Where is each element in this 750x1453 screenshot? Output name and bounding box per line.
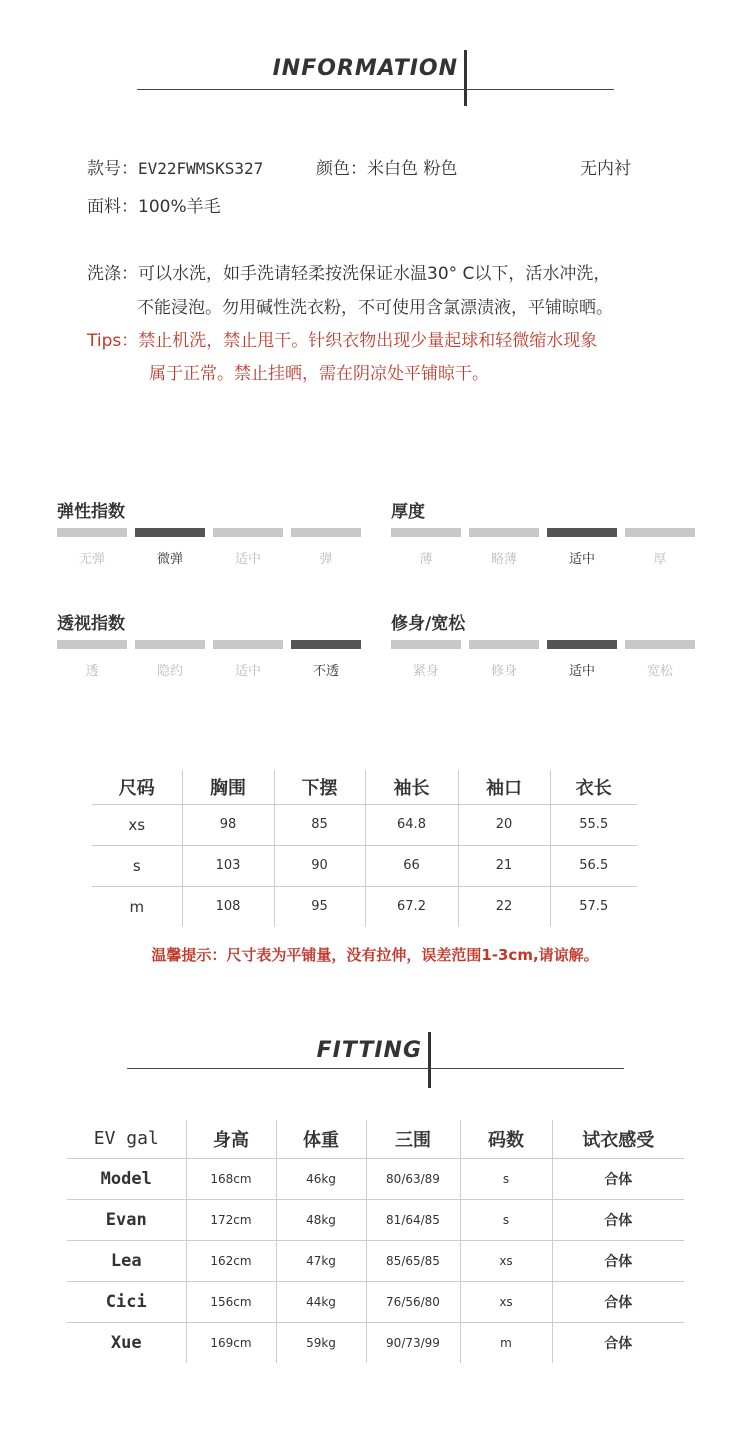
scale-segment <box>213 528 283 537</box>
table-row <box>92 845 637 886</box>
table-cell: xs <box>460 1281 552 1322</box>
table-cell: s <box>460 1158 552 1199</box>
fabric-value: 100%羊毛 <box>138 197 221 217</box>
table-cell: 98 <box>182 804 274 845</box>
table-cell: 合体 <box>552 1240 684 1281</box>
table-cell: m <box>460 1322 552 1363</box>
size-table-header <box>92 770 637 804</box>
table-cell: 21 <box>458 845 550 886</box>
model-name: Xue <box>110 1332 142 1353</box>
table-cell: 合体 <box>552 1158 684 1199</box>
information-title: INFORMATION <box>272 56 458 81</box>
table-cell: 85/65/85 <box>366 1240 460 1281</box>
header-cell: 码数 <box>460 1120 552 1158</box>
model-name: Model <box>100 1168 152 1189</box>
table-row <box>67 1240 684 1281</box>
table-cell: s <box>460 1199 552 1240</box>
header-cell: 衣长 <box>550 770 637 804</box>
table-cell: 85 <box>274 804 365 845</box>
scale-option: 厚 <box>653 552 667 567</box>
scale-segment <box>469 528 539 537</box>
scale-option: 薄 <box>419 552 433 567</box>
scale-option: 适中 <box>234 552 261 567</box>
scale-option: 适中 <box>568 552 595 567</box>
scale-segment <box>625 528 695 537</box>
style-number-line <box>87 154 263 179</box>
scale-label: 弹性指数 <box>57 502 125 522</box>
table-cell: 108 <box>182 886 274 927</box>
scale-segment <box>391 640 461 649</box>
table-cell: 64.8 <box>365 804 458 845</box>
scale-option: 不透 <box>312 664 339 679</box>
table-row <box>67 1322 684 1363</box>
wash-text-2: 不能浸泡。勿用碱性洗衣粉，不可使用含氯漂渍液，平铺晾晒。 <box>137 298 613 318</box>
scale-segment <box>57 640 127 649</box>
table-cell: 162cm <box>186 1240 276 1281</box>
title-bar <box>428 1032 431 1088</box>
fabric-line <box>87 192 221 217</box>
scale-segment <box>135 528 205 537</box>
scale-option: 透 <box>85 664 99 679</box>
scale-option: 紧身 <box>412 664 439 679</box>
model-name: Cici <box>105 1291 147 1312</box>
header-cell: 身高 <box>186 1120 276 1158</box>
color-label: 颜色： <box>316 159 367 179</box>
fabric-label: 面料： <box>87 197 138 217</box>
wash-line-1 <box>87 259 610 284</box>
scale-option: 适中 <box>234 664 261 679</box>
table-cell: 合体 <box>552 1281 684 1322</box>
scale-segment <box>291 640 361 649</box>
table-cell: 76/56/80 <box>366 1281 460 1322</box>
header-cell: 袖口 <box>458 770 550 804</box>
wash-label: 洗涤： <box>87 264 138 284</box>
table-cell: 合体 <box>552 1199 684 1240</box>
header-cell: 下摆 <box>274 770 365 804</box>
size-cell: s <box>132 856 141 875</box>
scale-option: 宽松 <box>646 664 673 679</box>
fitting-title: FITTING <box>316 1038 422 1063</box>
information-header <box>0 48 750 108</box>
title-rule <box>137 89 614 90</box>
table-cell: 90/73/99 <box>366 1322 460 1363</box>
table-cell: 56.5 <box>550 845 637 886</box>
lining-text: 无内衬 <box>580 159 631 179</box>
table-cell: 81/64/85 <box>366 1199 460 1240</box>
fitting-table-header <box>67 1120 684 1158</box>
table-row <box>67 1199 684 1240</box>
header-cell: 体重 <box>276 1120 366 1158</box>
scale-option: 微弹 <box>156 552 183 567</box>
size-notice: 温馨提示：尺寸表为平铺量，没有拉伸，误差范围1-3cm,请谅解。 <box>151 946 599 964</box>
table-cell: 95 <box>274 886 365 927</box>
table-cell: 47kg <box>276 1240 366 1281</box>
scale-label: 厚度 <box>391 502 425 522</box>
table-row <box>92 804 637 845</box>
table-cell: 46kg <box>276 1158 366 1199</box>
scale-segment <box>547 640 617 649</box>
table-cell: 57.5 <box>550 886 637 927</box>
table-cell: 44kg <box>276 1281 366 1322</box>
table-cell: 67.2 <box>365 886 458 927</box>
fitting-table <box>67 1120 684 1363</box>
model-name: Evan <box>105 1209 147 1230</box>
color-value: 米白色 粉色 <box>367 159 458 179</box>
tips-line-1 <box>87 326 597 351</box>
table-cell: 55.5 <box>550 804 637 845</box>
scale-option: 修身 <box>490 664 517 679</box>
table-cell: 156cm <box>186 1281 276 1322</box>
scale-segment <box>625 640 695 649</box>
scale-option: 隐约 <box>156 664 183 679</box>
table-cell: 59kg <box>276 1322 366 1363</box>
size-cell: xs <box>128 815 146 834</box>
scale-label: 修身/宽松 <box>391 614 466 634</box>
scale-segment <box>291 528 361 537</box>
table-cell: 172cm <box>186 1199 276 1240</box>
table-row <box>92 886 637 927</box>
table-cell: 169cm <box>186 1322 276 1363</box>
header-cell: EV gal <box>93 1128 159 1150</box>
table-cell: 103 <box>182 845 274 886</box>
tips-text-1: 禁止机洗，禁止甩干。针织衣物出现少量起球和轻微缩水现象 <box>138 331 598 351</box>
scale-segment <box>135 640 205 649</box>
size-cell: m <box>129 897 145 916</box>
scale-segment <box>391 528 461 537</box>
scale-option: 略薄 <box>490 552 517 567</box>
scale-segment <box>57 528 127 537</box>
table-cell: 48kg <box>276 1199 366 1240</box>
table-cell: 66 <box>365 845 458 886</box>
scale-segment <box>547 528 617 537</box>
table-cell: 168cm <box>186 1158 276 1199</box>
wash-text-1: 可以水洗，如手洗请轻柔按洗保证水温30° C以下，活水冲洗， <box>138 264 611 284</box>
table-cell: 20 <box>458 804 550 845</box>
scale-segment <box>213 640 283 649</box>
header-cell: 尺码 <box>118 777 155 799</box>
scale-segment <box>469 640 539 649</box>
scale-label: 透视指数 <box>57 614 125 634</box>
table-row <box>67 1158 684 1199</box>
model-name: Lea <box>110 1250 142 1271</box>
title-rule <box>127 1068 624 1069</box>
header-cell: 三围 <box>366 1120 460 1158</box>
color-line <box>316 154 457 179</box>
header-cell: 胸围 <box>182 770 274 804</box>
size-table <box>92 770 637 927</box>
tips-text-2: 属于正常。禁止挂晒，需在阴凉处平铺晾干。 <box>149 364 489 384</box>
table-cell: xs <box>460 1240 552 1281</box>
table-cell: 80/63/89 <box>366 1158 460 1199</box>
table-row <box>67 1281 684 1322</box>
scale-option: 无弹 <box>78 552 105 567</box>
header-cell: 试衣感受 <box>552 1120 684 1158</box>
header-cell: 袖长 <box>365 770 458 804</box>
title-bar <box>464 50 467 106</box>
table-cell: 合体 <box>552 1322 684 1363</box>
scale-option: 弹 <box>319 552 333 567</box>
table-cell: 22 <box>458 886 550 927</box>
tips-label: Tips： <box>87 331 139 351</box>
style-number-label: 款号： <box>87 159 138 179</box>
scale-option: 适中 <box>568 664 595 679</box>
table-cell: 90 <box>274 845 365 886</box>
fitting-header <box>0 1030 750 1090</box>
style-number: EV22FWMSKS327 <box>138 159 264 178</box>
